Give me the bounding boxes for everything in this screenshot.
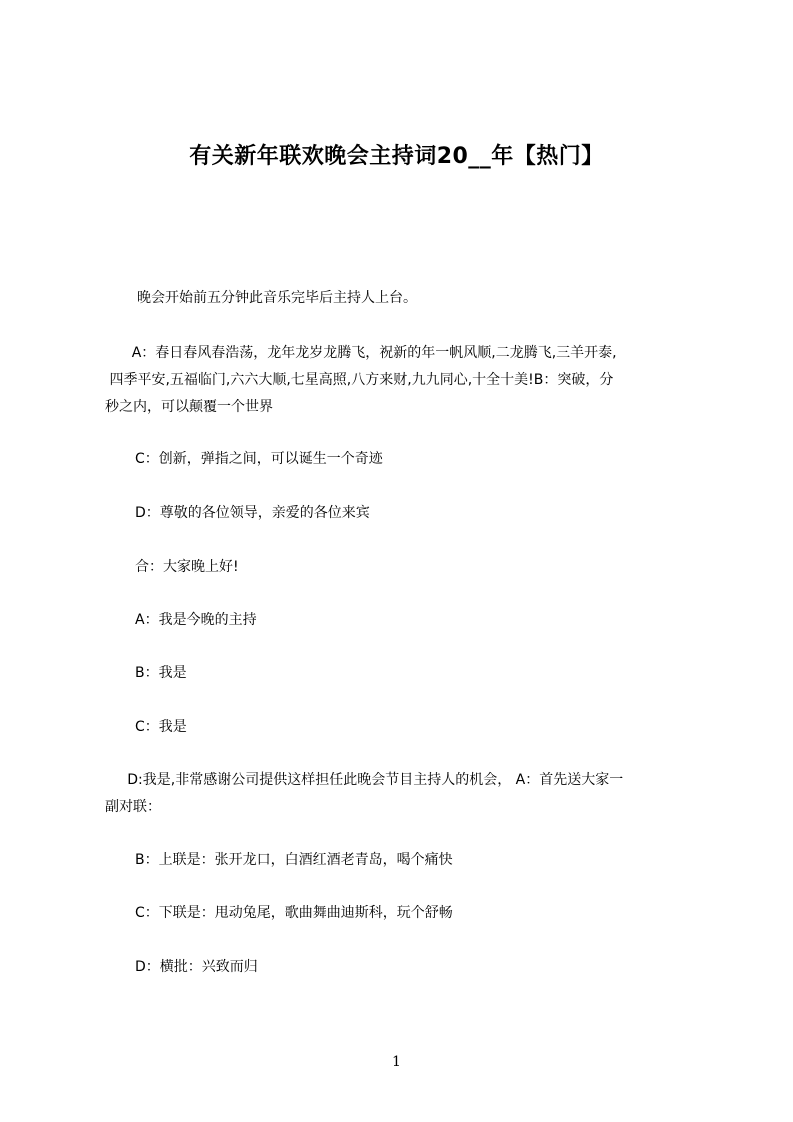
paragraph-host-c [135,446,735,473]
paragraph-line: B：我是 [135,665,187,681]
paragraph-line: A：春日春风春浩荡，龙年龙岁龙腾飞，祝新的年一帆风顺,二龙腾飞,三羊开泰, [105,345,617,361]
page-number: 1 [392,1054,401,1070]
paragraph-line: C：创新，弹指之间，可以诞生一个奇迹 [135,451,383,467]
paragraph-line: 副对联： [105,799,161,815]
paragraph-line: 四季平安,五福临门,六六大顺,七星高照,八方来财,九九同心,十全十美!B：突破，分 [105,372,614,388]
paragraph-couplet-upper [135,847,735,874]
paragraph-couplet-horizontal [135,954,735,981]
document-title: 有关新年联欢晚会主持词20__年【热门】 [189,144,604,169]
paragraph-intro [137,285,737,312]
paragraph-line: D:我是,非常感谢公司提供这样担任此晚会节目主持人的机会， A：首先送大家一 [105,772,624,788]
paragraph-host-a-opening [105,340,705,421]
paragraph-host-c-intro [135,714,735,741]
paragraph-couplet-lower [135,900,735,927]
paragraph-host-d-thanks [105,767,705,821]
paragraph-together [135,554,735,581]
paragraph-line: A：我是今晚的主持 [135,612,257,628]
paragraph-line: 秒之内，可以颠覆一个世界 [105,399,273,415]
paragraph-line: D：横批：兴致而归 [135,959,258,975]
paragraph-line: 晚会开始前五分钟此音乐完毕后主持人上台。 [137,290,417,306]
paragraph-line: C：下联是：甩动兔尾，歌曲舞曲迪斯科，玩个舒畅 [135,905,453,921]
paragraph-line: B：上联是：张开龙口，白酒红酒老青岛，喝个痛快 [135,852,453,868]
paragraph-line: 合：大家晚上好! [135,559,239,575]
paragraph-host-d [135,500,735,527]
paragraph-line: D：尊敬的各位领导，亲爱的各位来宾 [135,505,370,521]
paragraph-host-b-intro [135,660,735,687]
paragraph-host-a-intro [135,607,735,634]
paragraph-line: C：我是 [135,719,187,735]
